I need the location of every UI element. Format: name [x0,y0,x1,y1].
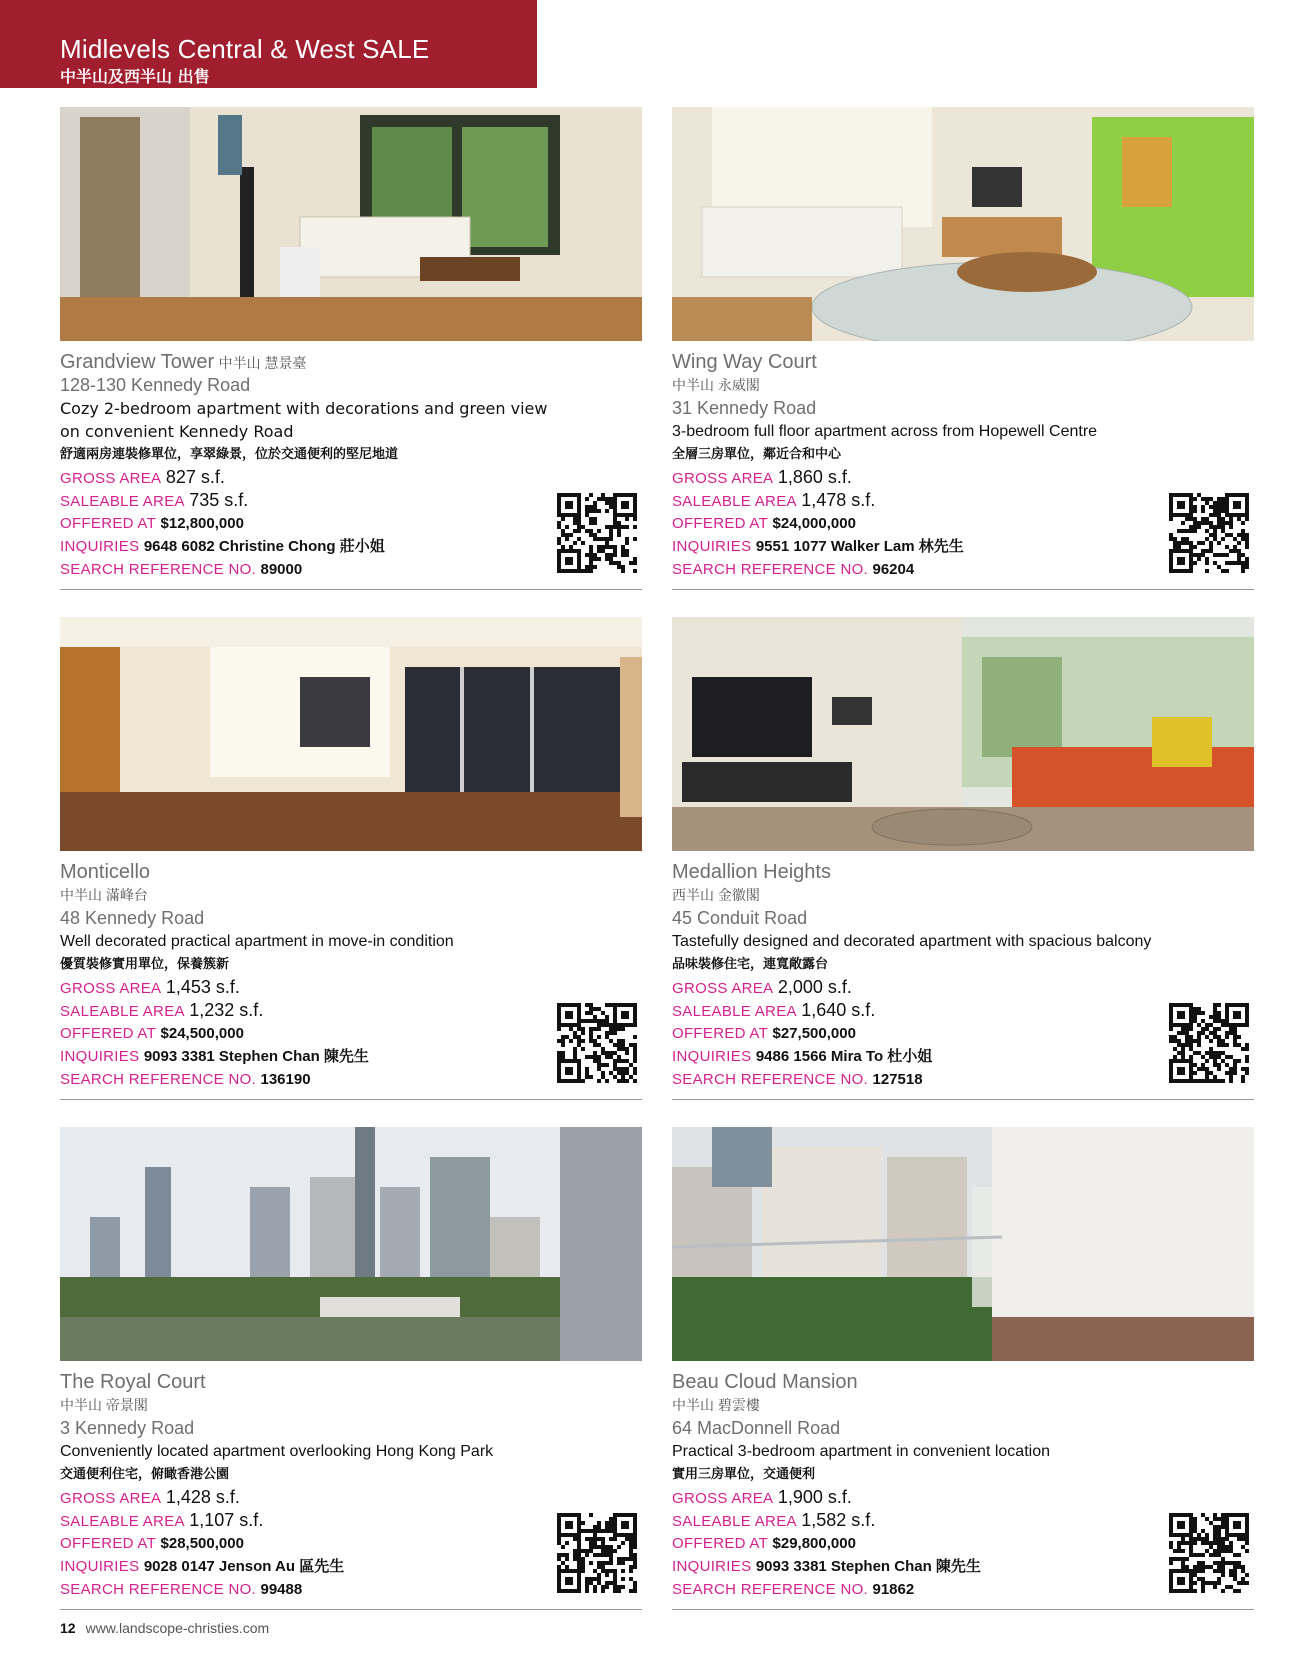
section-header [0,0,537,88]
saleable-area-value: 1,232 s.f. [189,1000,264,1020]
listing-name: Wing Way Court [672,351,817,373]
listing-name: Grandview Tower [60,351,215,373]
listing-address: 31 Kennedy Road [672,398,817,418]
listing-card-3 [672,617,1254,1107]
listing-name-cn: 中半山 永威閣 [672,377,760,393]
listing-description: Conveniently located apartment overlooking Hong Kong Park [60,1443,494,1460]
price-value: $27,500,000 [772,1025,856,1042]
page-footer [60,1620,269,1636]
price-label: OFFERED AT [60,1535,157,1552]
saleable-area-label: SALEABLE AREA [60,1003,185,1020]
listing-description-cn: 交通便利住宅，俯瞰香港公園 [60,1467,230,1482]
search-ref-label: SEARCH REFERENCE NO. [672,561,869,578]
listing-photo [60,617,642,851]
price-label: OFFERED AT [60,1025,157,1042]
search-ref-value: 136190 [260,1071,311,1088]
gross-area-label: GROSS AREA [60,470,162,487]
listing-info [60,351,642,581]
qr-code-icon[interactable] [1169,1513,1249,1593]
price-value: $24,000,000 [772,515,856,532]
divider [672,589,1254,590]
listing-card-0 [60,107,642,597]
gross-area-label: GROSS AREA [60,980,162,997]
listing-name-cn: 中半山 慧景臺 [218,355,307,371]
gross-area-value: 1,428 s.f. [165,1487,240,1507]
search-ref-label: SEARCH REFERENCE NO. [60,1071,257,1088]
listing-photo [672,617,1254,851]
listing-info [672,861,1254,1091]
listing-photo [60,107,642,341]
qr-code-icon[interactable] [1169,493,1249,573]
saleable-area-label: SALEABLE AREA [672,1513,797,1530]
saleable-area-value: 735 s.f. [189,490,249,510]
qr-code-icon[interactable] [557,493,637,573]
listing-description: 3-bedroom full floor apartment across from Hopewell Centre [672,423,1098,440]
saleable-area-label: SALEABLE AREA [672,1003,797,1020]
gross-area-label: GROSS AREA [60,1490,162,1507]
price-value: $24,500,000 [160,1025,244,1042]
listing-name-cn: 中半山 碧雲樓 [672,1397,760,1413]
inquiries-value: 9486 1566 Mira To 杜小姐 [755,1048,933,1065]
listing-description-cn: 優質裝修實用單位，保養簇新 [60,957,230,972]
search-ref-label: SEARCH REFERENCE NO. [60,561,257,578]
listing-name: The Royal Court [60,1371,206,1393]
inquiries-value: 9648 6082 Christine Chong 莊小姐 [143,538,385,555]
listing-card-2 [60,617,642,1107]
section-title: Midlevels Central & West SALE [60,34,430,64]
price-value: $12,800,000 [160,515,244,532]
inquiries-label: INQUIRIES [60,538,140,555]
listing-description: Well decorated practical apartment in move-in condition [60,933,454,950]
listing-address: 3 Kennedy Road [60,1418,195,1438]
listing-photo [672,1127,1254,1361]
price-label: OFFERED AT [672,1535,769,1552]
gross-area-value: 2,000 s.f. [777,977,852,997]
listing-name-cn: 西半山 金徽閣 [672,887,760,903]
search-ref-label: SEARCH REFERENCE NO. [672,1581,869,1598]
search-ref-label: SEARCH REFERENCE NO. [672,1071,869,1088]
listing-card-4 [60,1127,642,1617]
saleable-area-label: SALEABLE AREA [672,493,797,510]
saleable-area-value: 1,478 s.f. [801,490,876,510]
inquiries-value: 9028 0147 Jenson Au 區先生 [143,1558,345,1575]
inquiries-label: INQUIRIES [60,1048,140,1065]
saleable-area-label: SALEABLE AREA [60,1513,185,1530]
gross-area-value: 1,860 s.f. [777,467,852,487]
listing-name: Beau Cloud Mansion [672,1371,858,1393]
gross-area-value: 1,453 s.f. [165,977,240,997]
divider [60,1099,642,1100]
listing-photo [672,107,1254,341]
page-number: 12 [60,1620,76,1636]
divider [672,1099,1254,1100]
listing-description: Tastefully designed and decorated apartment with spacious balcony [672,933,1152,950]
search-ref-label: SEARCH REFERENCE NO. [60,1581,257,1598]
section-subtitle-cn: 中半山及西半山 出售 [60,67,210,86]
inquiries-label: INQUIRIES [672,538,752,555]
listing-address: 48 Kennedy Road [60,908,205,928]
saleable-area-value: 1,640 s.f. [801,1000,876,1020]
qr-code-icon[interactable] [1169,1003,1249,1083]
listing-name-cn: 中半山 帝景閣 [60,1397,148,1413]
listing-info [60,861,642,1091]
inquiries-label: INQUIRIES [672,1558,752,1575]
search-ref-value: 99488 [260,1581,303,1598]
saleable-area-label: SALEABLE AREA [60,493,185,510]
listing-name: Monticello [60,861,151,883]
listing-photo [60,1127,642,1361]
inquiries-value: 9093 3381 Stephen Chan 陳先生 [755,1558,981,1575]
price-label: OFFERED AT [672,1025,769,1042]
listing-info [60,1371,642,1601]
qr-code-icon[interactable] [557,1003,637,1083]
listing-name: Medallion Heights [672,861,831,883]
qr-code-icon[interactable] [557,1513,637,1593]
listing-card-1 [672,107,1254,597]
search-ref-value: 89000 [260,561,303,578]
divider [672,1609,1254,1610]
divider [60,589,642,590]
listing-address: 128-130 Kennedy Road [60,375,251,395]
gross-area-label: GROSS AREA [672,980,774,997]
listing-description-cn: 舒適兩房連裝修單位，享翠綠景，位於交通便利的堅尼地道 [60,447,399,462]
listing-info [672,351,1254,581]
listing-description: Cozy 2-bedroom apartment with decorations and green view on convenient Kennedy Road [60,399,548,441]
divider [60,1609,642,1610]
listing-description: Practical 3-bedroom apartment in convenient location [672,1443,1050,1460]
listing-address: 45 Conduit Road [672,908,808,928]
inquiries-label: INQUIRIES [672,1048,752,1065]
price-label: OFFERED AT [672,515,769,532]
price-value: $29,800,000 [772,1535,856,1552]
saleable-area-value: 1,107 s.f. [189,1510,264,1530]
inquiries-value: 9093 3381 Stephen Chan 陳先生 [143,1048,369,1065]
price-value: $28,500,000 [160,1535,244,1552]
search-ref-value: 91862 [872,1581,915,1598]
gross-area-value: 1,900 s.f. [777,1487,852,1507]
listing-address: 64 MacDonnell Road [672,1418,841,1438]
search-ref-value: 127518 [872,1071,923,1088]
listing-description-cn: 實用三房單位，交通便利 [672,1467,816,1482]
search-ref-value: 96204 [872,561,915,578]
saleable-area-value: 1,582 s.f. [801,1510,876,1530]
listing-description-cn: 全層三房單位，鄰近合和中心 [672,447,842,462]
footer-url[interactable]: www.landscope-christies.com [85,1620,270,1636]
inquiries-label: INQUIRIES [60,1558,140,1575]
gross-area-label: GROSS AREA [672,470,774,487]
inquiries-value: 9551 1077 Walker Lam 林先生 [755,538,964,555]
listing-description-cn: 品味裝修住宅，連寬敞露台 [672,957,829,972]
listing-card-5 [672,1127,1254,1617]
gross-area-label: GROSS AREA [672,1490,774,1507]
listing-info [672,1371,1254,1601]
price-label: OFFERED AT [60,515,157,532]
listing-name-cn: 中半山 滿峰台 [60,887,148,903]
gross-area-value: 827 s.f. [165,467,225,487]
